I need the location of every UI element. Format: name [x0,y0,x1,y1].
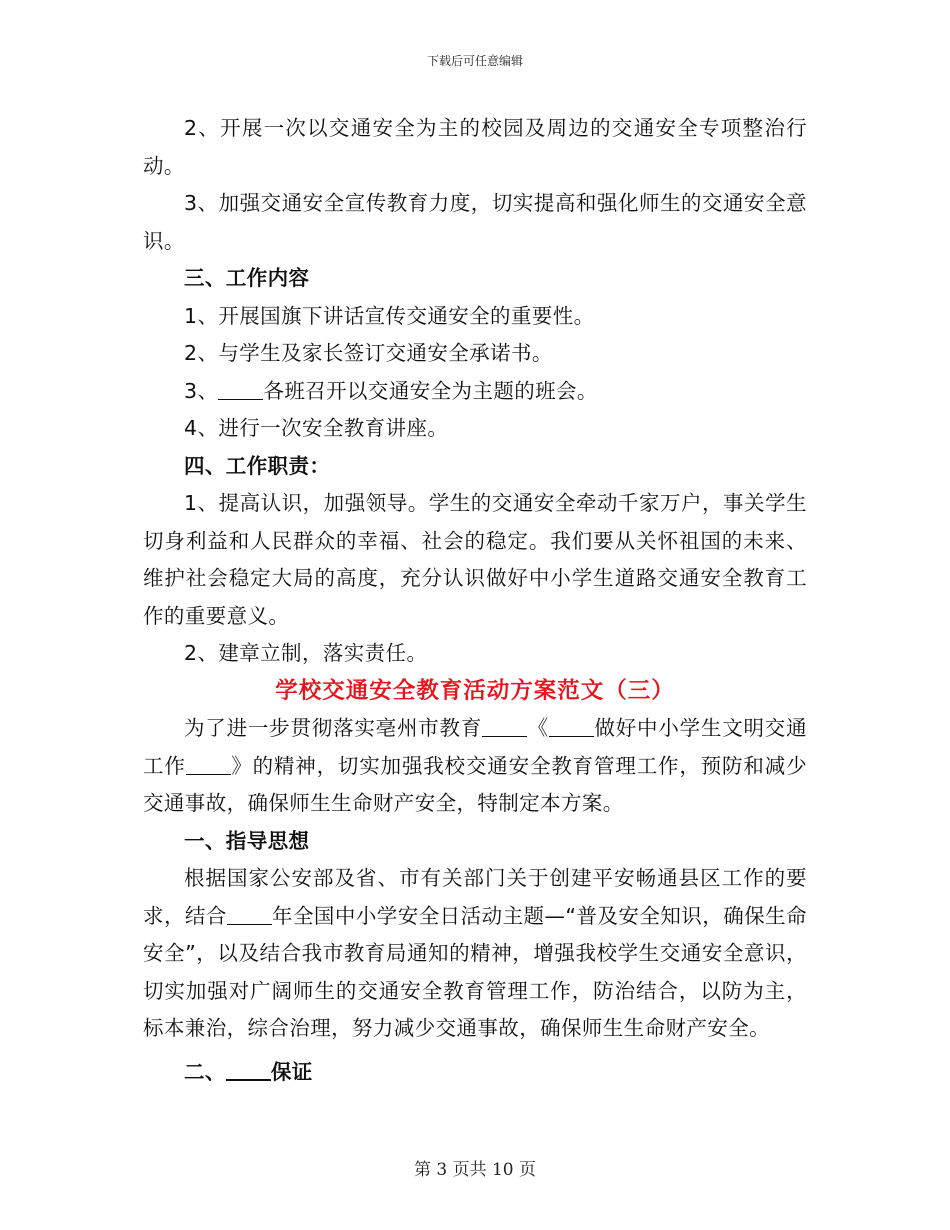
fill-blank [218,378,263,400]
intro-paragraph [143,710,807,823]
intro-text-2: 《 [527,716,549,740]
fill-blank [549,716,594,738]
duty-paragraph-1: 1、提高认识，加强领导。学生的交通安全牵动千家万户，事关学生切身利益和人民群众的幸福、社会的稳定。我们要从关怀祖国的未来、维护社会稳定大局的高度，充分认识做好中小学生道路交通安全教育工作的重要意义。 [143,491,807,628]
guarantee-number: 二、 [184,1059,226,1084]
section-heading-guarantee [143,1054,807,1092]
page-header: 下载后可任意编辑 [426,54,523,68]
list-item-1: 1、开展国旗下讲话宣传交通安全的重要性。 [184,303,595,328]
paragraph-item-2: 2、开展一次以交通安全为主的校园及周边的交通安全专项整治行动。 [143,116,807,178]
list-item-3-number: 3、 [184,378,219,403]
section-heading-duties: 四、工作职责： [184,453,331,478]
list-item-3-text: 各班召开以交通安全为主题的班会。 [263,378,598,403]
list-item-2: 2、与学生及家长签订交通安全承诺书。 [184,341,553,365]
list-item-4: 4、进行一次安全教育讲座。 [184,416,449,440]
guiding-text-2: 年全国中小学安全日活动主题—“普及安全知识，确保生命安全”，以及结合我市教育局通知的精神，增强我校学生交通安全意识，切实加强对广阔师生的交通安全教育管理工作，防治结合，以防为主，标本兼治，综合治理，努力减少交通事故，确保师生生命财产安全。 [143,903,807,1040]
guiding-paragraph [143,860,807,1048]
intro-text-4: 》的精神，切实加强我校交通安全教育管理工作，预防和减少交通事故，确保师生生命财产安全，特制定本方案。 [143,753,807,815]
page-footer: 第 3 页共 10 页 [413,1160,537,1180]
intro-text-3: 做好中小学生文明交通工作 [143,716,808,778]
document-title: 学校交通安全教育活动方案范文（三） [275,677,675,704]
intro-text-1: 为了进一步贯彻落实亳州市教育 [184,716,483,740]
duty-paragraph-2: 2、建章立制，落实责任。 [184,641,428,665]
guiding-text-1: 根据国家公安部及省、市有关部门关于创建平安畅通县区工作的要求，结合 [143,866,807,928]
fill-blank [482,716,527,738]
fill-blank [186,753,231,775]
list-item-3 [143,373,807,411]
guarantee-text: 保证 [270,1059,313,1084]
document-body [143,110,807,1091]
section-heading-guiding-ideology: 一、指导思想 [184,828,310,853]
fill-blank [226,1058,271,1081]
fill-blank [227,903,272,925]
paragraph-item-3: 3、加强交通安全宣传教育力度，切实提高和强化师生的交通安全意识。 [143,191,807,253]
section-heading-work-content: 三、工作内容 [184,266,310,290]
